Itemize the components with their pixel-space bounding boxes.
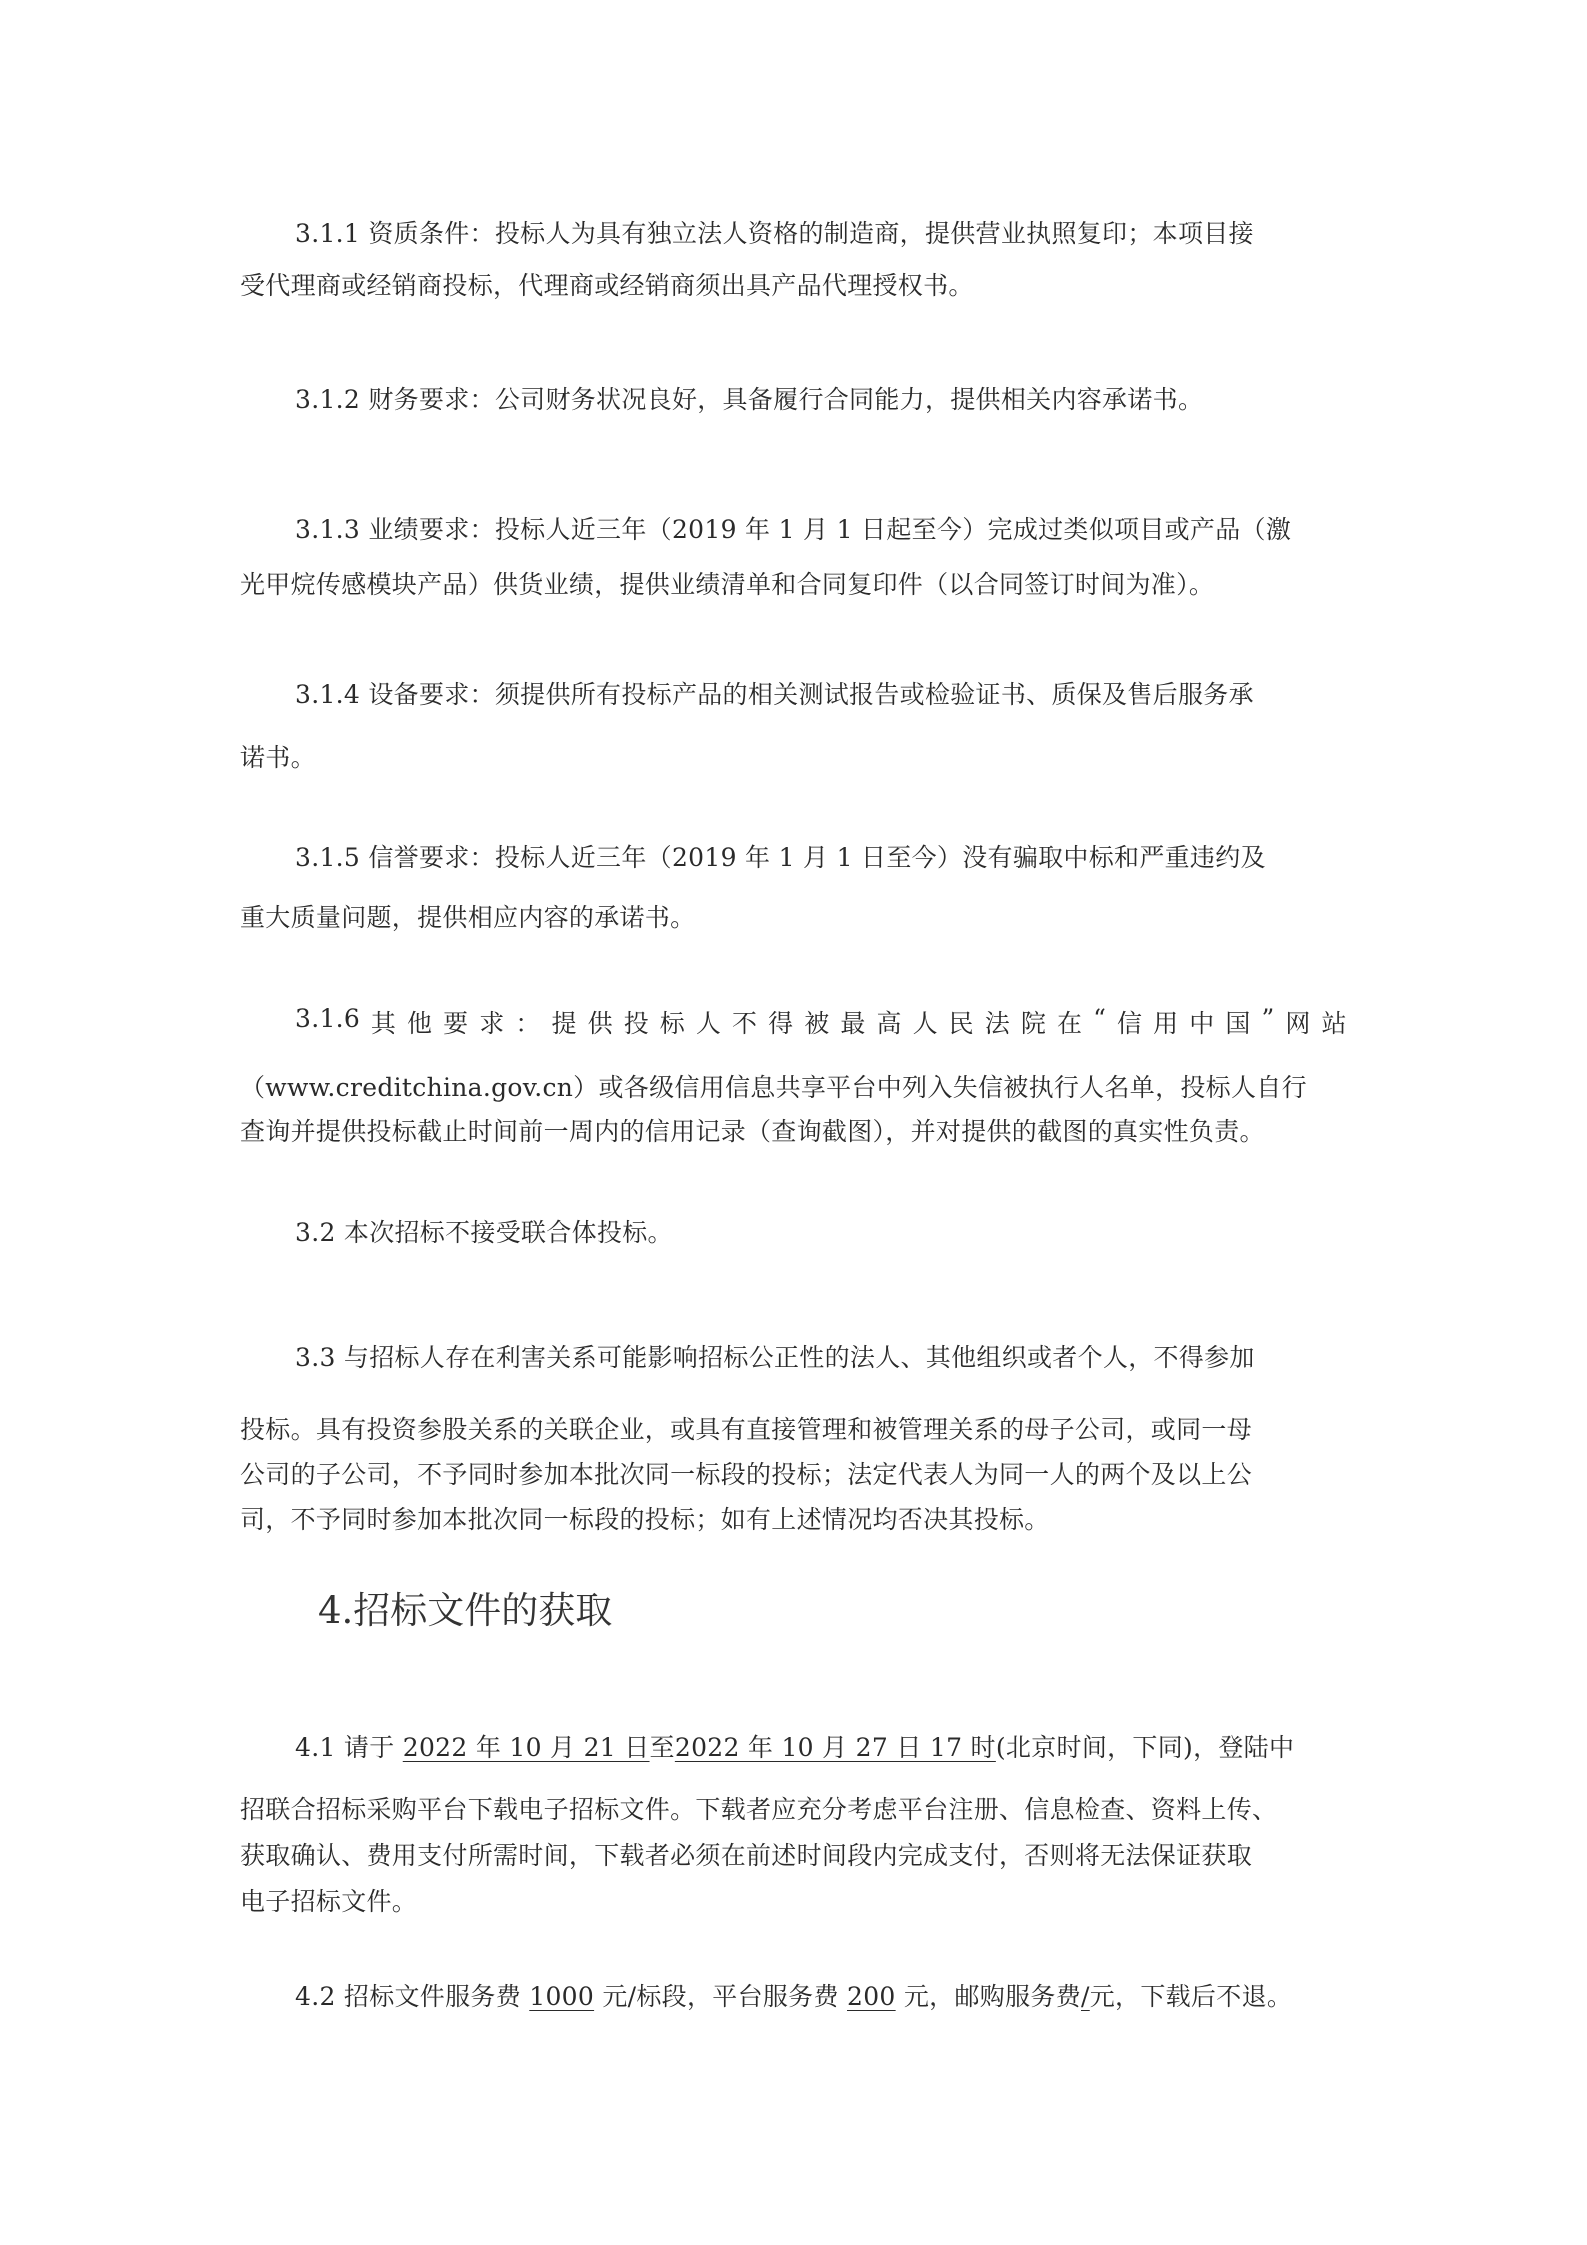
platform-fee: 200 — [847, 1982, 896, 2011]
clause-3-1-6-word: 人 — [912, 1009, 938, 1038]
clause-3-1-6-word: 3.1.6 — [295, 1004, 361, 1033]
clause-3-1-6-word: 最 — [840, 1009, 866, 1038]
section-heading-4: 4.招标文件的获取 — [318, 1589, 613, 1632]
clause-3-1-6-word: 高 — [876, 1009, 902, 1038]
clause-4-1-line-1 — [240, 1728, 1347, 1790]
clause-3-1-6-word: 供 — [587, 1009, 613, 1038]
clause-4-2-prefix: 4.2 招标文件服务费 — [295, 1982, 530, 2011]
mail-fee: / — [1081, 1982, 1090, 2011]
clause-3-1-6-word: 用 — [1153, 1009, 1179, 1038]
clause-3-1-6-word: “ — [1093, 1004, 1107, 1033]
clause-4-2-line-1 — [240, 1977, 1347, 2013]
clause-3-3-line-2: 投标。具有投资参股关系的关联企业，或具有直接管理和被管理关系的母子公司，或同一母 — [240, 1415, 1253, 1444]
clause-3-1-6-word: 求 — [479, 1009, 505, 1038]
clause-3-1-6-word: 人 — [695, 1009, 722, 1038]
clause-3-1-6-word: ” — [1261, 1004, 1275, 1033]
clause-3-1-6-word: 院 — [1020, 1009, 1047, 1038]
clause-3-1-4-line-2: 诺书。 — [240, 743, 316, 772]
clause-3-1-6-word: 他 — [407, 1009, 433, 1038]
clause-3-1-6-word: 法 — [984, 1009, 1011, 1038]
clause-3-1-6-line-1 — [240, 1004, 1347, 1068]
clause-3-1-4-line-1: 3.1.4 设备要求：须提供所有投标产品的相关测试报告或检验证书、质保及售后服务承 — [295, 680, 1254, 709]
clause-4-2-mid-2: 元，邮购服务费 — [895, 1982, 1081, 2011]
clause-4-2-mid-1: 元/标段，平台服务费 — [594, 1982, 848, 2011]
clause-4-1-start-date: 2022 年 10 月 21 日 — [402, 1733, 650, 1762]
clause-3-1-3-line-2: 光甲烷传感模块产品）供货业绩，提供业绩清单和合同复印件（以合同签订时间为准）。 — [240, 570, 1215, 599]
clause-3-1-6-word: 提 — [551, 1009, 577, 1038]
clause-3-1-6-word: 站 — [1321, 1009, 1347, 1038]
clause-3-1-6-word: 被 — [804, 1009, 830, 1038]
clause-4-1-line-4: 电子招标文件。 — [240, 1887, 418, 1916]
clause-4-1-prefix: 4.1 请于 — [295, 1733, 403, 1762]
clause-3-1-6-word: 其 — [370, 1009, 397, 1038]
clause-3-1-6 — [240, 1004, 1347, 1148]
clause-4-1 — [240, 1728, 1347, 1918]
clause-3-1-6-word: 中 — [1189, 1009, 1215, 1038]
clause-3-2-line-1: 3.2 本次招标不接受联合体投标。 — [295, 1218, 673, 1247]
clause-3-1-6-line-3: 查询并提供投标截止时间前一周内的信用记录（查询截图），并对提供的截图的真实性负责。 — [240, 1117, 1265, 1146]
clause-3-1-3-line-1: 3.1.3 业绩要求：投标人近三年（2019 年 1 月 1 日起至今）完成过类似项目或产品（激 — [295, 515, 1292, 544]
clause-4-1-line-3: 获取确认、费用支付所需时间，下载者必须在前述时间段内完成支付，否则将无法保证获取 — [240, 1841, 1253, 1870]
clause-3-3 — [240, 1338, 1347, 1536]
clause-3-1-5 — [240, 838, 1347, 934]
clause-3-1-6-word: 投 — [623, 1009, 649, 1038]
clause-4-1-suffix: (北京时间，下同)，登陆中 — [995, 1733, 1295, 1762]
clause-3-1-6-word: 国 — [1225, 1009, 1251, 1038]
clause-3-1-3 — [240, 510, 1347, 601]
clause-3-1-6-word: 网 — [1285, 1009, 1311, 1038]
clause-4-2-suffix: 元，下载后不退。 — [1089, 1982, 1293, 2011]
clause-3-1-6-word: 信 — [1117, 1009, 1143, 1038]
clause-3-1-6-word: 不 — [732, 1009, 758, 1038]
clause-3-1-2 — [240, 380, 1347, 416]
clause-3-3-line-4: 司，不予同时参加本批次同一标段的投标；如有上述情况均否决其投标。 — [240, 1505, 1050, 1534]
clause-3-3-line-1: 3.3 与招标人存在利害关系可能影响招标公正性的法人、其他组织或者个人，不得参加 — [295, 1343, 1255, 1372]
clause-4-1-line-2: 招联合招标采购平台下载电子招标文件。下载者应充分考虑平台注册、信息检查、资料上传、 — [240, 1795, 1278, 1824]
clause-4-2 — [240, 1977, 1347, 2013]
clause-3-1-1-line-2: 受代理商或经销商投标，代理商或经销商须出具产品代理授权书。 — [240, 271, 974, 300]
clause-3-1-6-word: 要 — [443, 1009, 469, 1038]
clause-3-1-4 — [240, 675, 1347, 774]
document-fee: 1000 — [529, 1982, 595, 2011]
clause-3-1-6-word: ： — [515, 1009, 541, 1038]
clause-3-1-1 — [240, 214, 1347, 302]
clause-3-1-1-line-1: 3.1.1 资质条件：投标人为具有独立法人资格的制造商，提供营业执照复印；本项目接 — [295, 219, 1254, 248]
clause-3-1-2-line-1: 3.1.2 财务要求：公司财务状况良好，具备履行合同能力，提供相关内容承诺书。 — [295, 385, 1204, 414]
clause-3-1-6-word: 标 — [659, 1009, 686, 1038]
clause-4-1-end-date: 2022 年 10 月 27 日 17 时 — [674, 1733, 996, 1762]
clause-3-2 — [240, 1213, 1347, 1249]
clause-3-1-5-line-2: 重大质量问题，提供相应内容的承诺书。 — [240, 903, 696, 932]
clause-3-3-line-3: 公司的子公司，不予同时参加本批次同一标段的投标；法定代表人为同一人的两个及以上公 — [240, 1460, 1253, 1489]
clause-3-1-6-word: 民 — [948, 1009, 974, 1038]
clause-4-1-to: 至 — [649, 1733, 675, 1762]
clause-3-1-6-line-2: （www.creditchina.gov.cn）或各级信用信息共享平台中列入失信被执行人名单，投标人自行 — [240, 1073, 1307, 1102]
clause-3-1-5-line-1: 3.1.5 信誉要求：投标人近三年（2019 年 1 月 1 日至今）没有骗取中标和严重违约及 — [295, 843, 1266, 872]
clause-3-1-6-word: 得 — [768, 1009, 794, 1038]
clause-3-1-6-word: 在 — [1057, 1009, 1083, 1038]
